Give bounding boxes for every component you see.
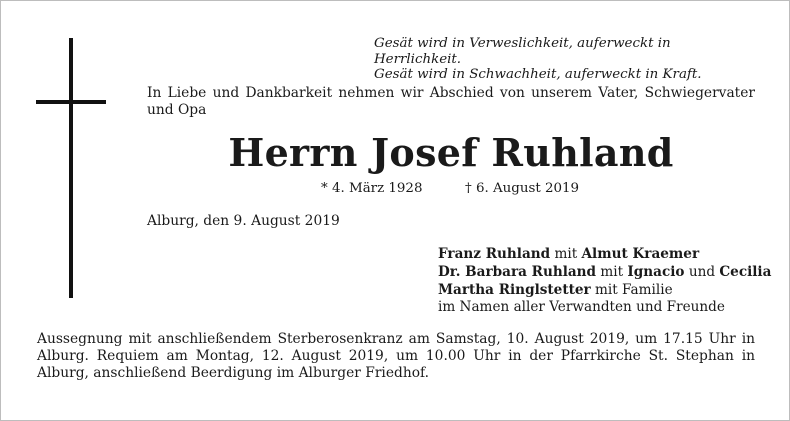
verse-line-1: Gesät wird in Verweslichkeit, auferweckt in Herrlichkeit. [374,36,671,67]
cross-vertical-bar [69,38,73,298]
mourner-name: Ignacio [627,263,685,280]
connector-text: mit Familie [590,281,673,298]
verse-line-2: Gesät wird in Schwachheit, auferweckt in Kraft. [374,67,702,83]
closing-text: im Namen aller Verwandten und Freunde [438,299,725,316]
mourner-name: Cecilia [719,263,772,280]
mourner-row [438,299,768,317]
mourner-row [438,246,768,264]
intro-text: In Liebe und Dankbarkeit nehmen wir Abschied von unserem Vater, Schwiegervater und Opa [147,85,755,118]
service-details: Aussegnung mit anschließendem Sterberosenkranz am Samstag, 10. August 2019, um 17.15 Uhr in Alburg. Requiem am Montag, 12. August 2019, um 10.00 Uhr in der Pfarrkirche St. Stephan in Alburg, anschließend Beerdigung im Alburger Friedhof. [37,331,755,382]
mourner-name: Dr. Barbara Ruhland [438,263,597,280]
place-and-date: Alburg, den 9. August 2019 [147,213,340,229]
death-date: † 6. August 2019 [465,181,580,196]
mourner-name: Almut Kraemer [581,246,700,262]
connector-text: und [684,263,720,280]
mourner-name: Martha Ringlstetter [438,281,591,298]
mourners-list [438,246,772,317]
bible-verse [374,36,754,83]
cross-horizontal-bar [36,100,106,104]
deceased-name: Herrn Josef Ruhland [228,130,674,175]
connector-text: mit [596,263,628,280]
connector-text: mit [550,246,582,262]
mourner-row [438,282,768,300]
life-dates [147,180,755,198]
birth-date: * 4. März 1928 [321,181,423,196]
mourner-row [438,263,772,282]
mourner-name: Franz Ruhland [438,246,551,262]
